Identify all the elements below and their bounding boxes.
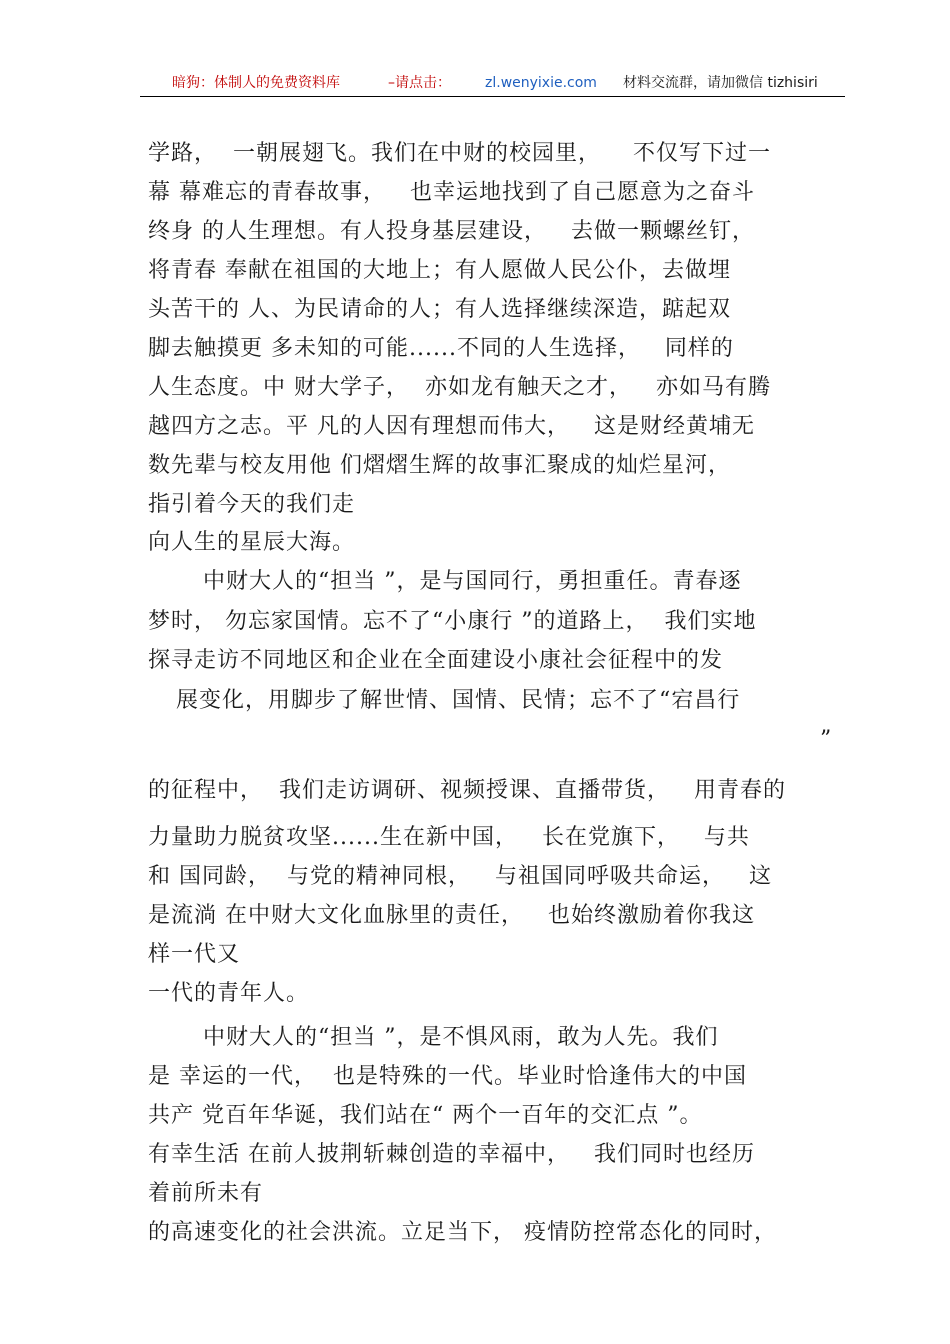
page-header <box>140 72 845 97</box>
text-line: 学路， 一朝展翅飞。我们在中财的校园里， 不仅写下过一 <box>148 141 771 166</box>
header-site-name: 暗狗：体制人的免费资料库 <box>172 75 340 91</box>
text-line: 的高速变化的社会洪流。立足当下， 疫情防控常态化的同时， <box>148 1220 777 1245</box>
text-line: 有幸生活 在前人披荆斩棘创造的幸福中， 我们同时也经历 <box>148 1142 755 1167</box>
text-line: 中财大人的“担当 ”，是与国同行，勇担重任。青春逐 <box>203 569 742 594</box>
text-line: 头苦干的 人、为民请命的人；有人选择继续深造，踮起双 <box>148 297 731 322</box>
text-line: 幕 幕难忘的青春故事， 也幸运地找到了自己愿意为之奋斗 <box>148 180 755 205</box>
text-line: 将青春 奉献在祖国的大地上；有人愿做人民公仆，去做埋 <box>148 258 731 283</box>
text-line: 样一代又 <box>148 942 241 967</box>
text-line: 数先辈与校友用他 们熠熠生辉的故事汇聚成的灿烂星河， <box>148 453 731 478</box>
text-line: 是流淌 在中财大文化血脉里的责任， 也始终激励着你我这 <box>148 903 755 928</box>
header-group-text: 材料交流群，请加微信 tizhisiri <box>623 75 818 91</box>
text-line: ” <box>820 727 833 752</box>
text-line: 向人生的星辰大海。 <box>148 530 356 555</box>
text-line: 和 国同龄， 与党的精神同根， 与祖国同呼吸共命运， 这 <box>148 864 772 889</box>
text-line: 的征程中， 我们走访调研、视频授课、直播带货， 用青春的 <box>148 778 786 803</box>
text-line: 是 幸运的一代， 也是特殊的一代。毕业时恰逢伟大的中国 <box>148 1064 747 1089</box>
text-line: 指引着今天的我们走 <box>148 492 356 517</box>
text-line: 展变化，用脚步了解世情、国情、民情；忘不了“宕昌行 <box>176 688 741 713</box>
header-site-link[interactable]: zl.wenyixie.com <box>485 75 597 91</box>
text-line: 探寻走访不同地区和企业在全面建设小康社会征程中的发 <box>148 648 724 673</box>
text-line: 越四方之志。平 凡的人因有理想而伟大， 这是财经黄埔无 <box>148 414 755 439</box>
header-click-text: –请点击： <box>388 75 451 91</box>
text-line: 终身 的人生理想。有人投身基层建设， 去做一颗螺丝钉， <box>148 219 755 244</box>
text-line: 共产 党百年华诞，我们站在“ 两个一百年的交汇点 ”。 <box>148 1103 703 1128</box>
text-line: 着前所未有 <box>148 1181 264 1206</box>
text-line: 梦时， 勿忘家国情。忘不了“小康行 ”的道路上， 我们实地 <box>148 609 757 634</box>
text-line: 人生态度。中 财大学子， 亦如龙有触天之才， 亦如马有腾 <box>148 375 771 400</box>
text-line: 脚去触摸更 多未知的可能......不同的人生选择， 同样的 <box>148 336 734 361</box>
text-line: 中财大人的“担当 ”，是不惧风雨，敢为人先。我们 <box>203 1025 719 1050</box>
text-line: 一代的青年人。 <box>148 981 310 1006</box>
text-line: 力量助力脱贫攻坚......生在新中国， 长在党旗下， 与共 <box>148 825 750 850</box>
